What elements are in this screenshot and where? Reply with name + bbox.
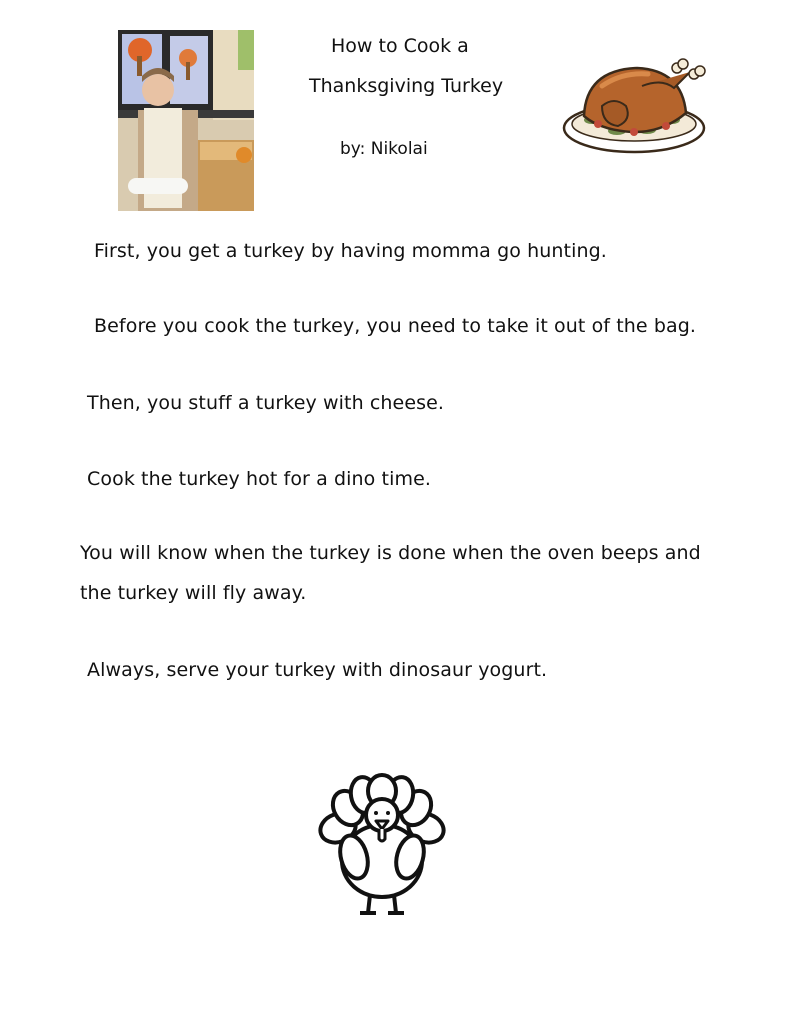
- child-photo-illustration: [118, 30, 254, 211]
- paragraph-step-4: Cook the turkey hot for a dino time.: [87, 468, 431, 490]
- author-byline: by: Nikolai: [340, 139, 428, 159]
- paragraph-step-5-line-2: the turkey will fly away.: [80, 582, 307, 604]
- paragraph-step-1: First, you get a turkey by having momma go hunting.: [94, 240, 607, 262]
- title-line-1: How to Cook a: [331, 35, 469, 57]
- paragraph-step-5-line-1: You will know when the turkey is done when the oven beeps and: [80, 542, 701, 564]
- author-photo: [118, 30, 254, 211]
- title-line-2: Thanksgiving Turkey: [309, 75, 504, 97]
- paragraph-step-3: Then, you stuff a turkey with cheese.: [87, 392, 445, 414]
- paragraph-step-6: Always, serve your turkey with dinosaur yogurt.: [87, 659, 548, 681]
- roast-turkey-icon: [562, 58, 710, 158]
- paragraph-step-2: Before you cook the turkey, you need to take it out of the bag.: [94, 315, 697, 337]
- turkey-line-art-icon: [318, 773, 446, 916]
